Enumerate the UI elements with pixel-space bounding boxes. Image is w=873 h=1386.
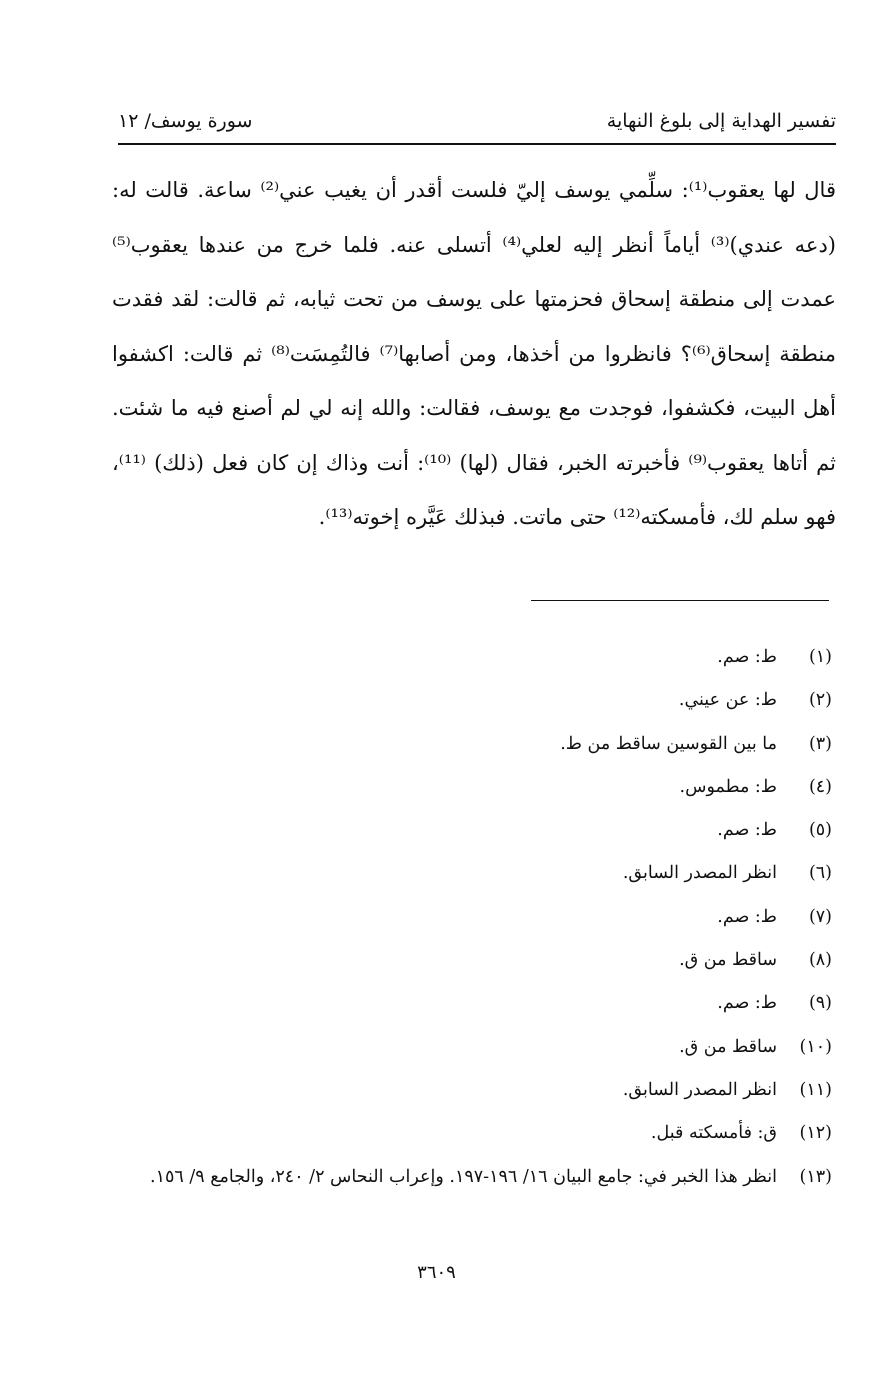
footnote-text: ما بين القوسين ساقط من ط. xyxy=(560,733,777,754)
footnotes-list xyxy=(118,636,832,1199)
footnote-number: (٣) xyxy=(808,733,832,754)
footnote-item xyxy=(118,896,832,939)
footnote-item xyxy=(118,809,832,852)
footnote-text: انظر المصدر السابق. xyxy=(622,1079,777,1100)
footnote-text: انظر المصدر السابق. xyxy=(622,863,777,884)
surah-label: سورة يوسف/ ١٢ xyxy=(118,110,253,132)
footnote-item xyxy=(118,1026,832,1069)
footnote-item xyxy=(118,679,832,722)
footnote-separator xyxy=(531,600,829,601)
footnote-text: ق: فأمسكته قبل. xyxy=(650,1123,777,1144)
footnote-text: ط: صم. xyxy=(717,993,777,1014)
footnote-number: (١٠) xyxy=(799,1036,832,1057)
main-text: قال لها يعقوب⁽¹⁾: سلِّمي يوسف إليّ فلست أقدر أن يغيب عني⁽²⁾ ساعة. قالت له: (دعه عندي)⁽³⁾ أياماً أنظر إليه لعلي⁽⁴⁾ أتسلى عنه. فلما خرج من عندها يعقوب⁽⁵⁾ عمدت إلى منطقة إسحاق فحزمتها على يوسف من تحت ثيابه، ثم قالت: لقد فقدت منطقة إسحاق⁽⁶⁾؟ فانظروا من أخذها، ومن أصابها⁽⁷⁾ فالتُمِسَت⁽⁸⁾ ثم قالت: اكشفوا أهل البيت، فكشفوا، فوجدت مع يوسف، فقالت: والله إنه لي لم أصنع فيه ما شئت. ثم أتاها يعقوب⁽⁹⁾ فأخبرته الخبر، فقال (لها) ⁽¹⁰⁾: أنت وذاك إن كان فعل (ذلك) ⁽¹¹⁾، فهو سلم لك، فأمسكته⁽¹²⁾ حتى ماتت. فبذلك عَيَّره إخوته⁽¹³⁾. xyxy=(112,178,836,529)
footnote-text: ط: مطموس. xyxy=(679,776,777,797)
footnote-text: ط: عن عيني. xyxy=(678,690,777,711)
book-title: تفسير الهداية إلى بلوغ النهاية xyxy=(606,110,836,132)
footnote-number: (٢) xyxy=(808,690,832,711)
header-rule xyxy=(118,143,836,145)
footnote-text: انظر هذا الخبر في: جامع البيان ١٦/ ١٩٦-١٩٧. وإعراب النحاس ٢/ ٢٤٠، والجامع ٩/ ١٥٦. xyxy=(149,1166,777,1187)
footnote-item xyxy=(118,1112,832,1155)
footnote-item xyxy=(118,939,832,982)
footnote-item xyxy=(118,766,832,809)
footnote-text: ط: صم. xyxy=(717,906,777,927)
footnote-number: (١٣) xyxy=(799,1166,832,1187)
footnote-number: (٧) xyxy=(808,906,832,927)
footnote-number: (٦) xyxy=(808,863,832,884)
footnote-item xyxy=(118,982,832,1025)
footnote-item xyxy=(118,636,832,679)
footnote-number: (١) xyxy=(808,647,832,667)
running-header xyxy=(118,104,836,140)
footnote-text: ساقط من ق. xyxy=(679,1036,777,1057)
footnote-item xyxy=(118,1156,832,1199)
footnote-item xyxy=(118,723,832,766)
footnote-number: (١٢) xyxy=(799,1123,832,1144)
footnote-number: (٤) xyxy=(808,776,832,797)
footnote-text: ساقط من ق. xyxy=(679,950,777,971)
footnote-text: ط: صم. xyxy=(717,820,777,841)
footnote-item xyxy=(118,852,832,895)
page-number: ٣٦٠٩ xyxy=(417,1262,456,1283)
footnote-text: ط: صم. xyxy=(717,647,777,667)
footnote-item xyxy=(118,1069,832,1112)
footnote-number: (١١) xyxy=(799,1079,832,1100)
footnote-number: (٨) xyxy=(808,950,832,971)
footnote-number: (٥) xyxy=(808,820,832,841)
footnote-number: (٩) xyxy=(808,993,832,1014)
